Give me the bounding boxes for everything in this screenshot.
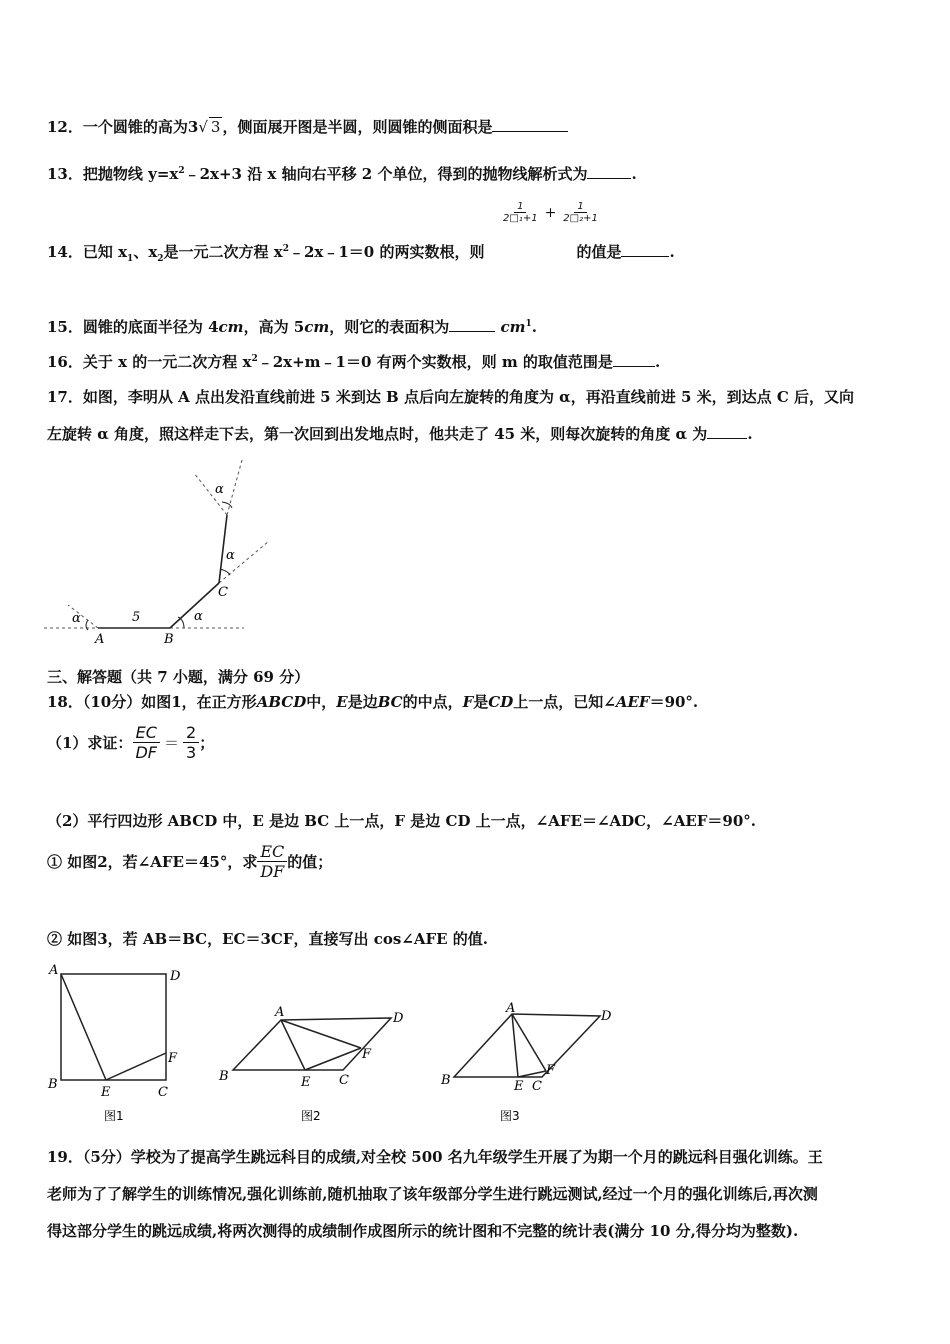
answer-blank — [621, 242, 669, 257]
question-18-header: 18．（10分）如图1，在正方形ABCD中，E是边BC的中点，F是CD上一点，已知∠AEF＝90°. — [47, 693, 699, 711]
question-19-line3: 得这部分学生的跳远成绩,将两次测得的成绩制作成图所示的统计图和不完整的统计表(满分 10 分,得分均为整数). — [47, 1222, 799, 1240]
sqrt-symbol: √ — [198, 118, 208, 136]
question-12: 12．一个圆锥的高为3√ 3 ，侧面展开图是半圆，则圆锥的侧面积是 — [47, 116, 568, 137]
alpha-label-c: α — [226, 548, 235, 563]
fig3-label-e: E — [514, 1079, 524, 1094]
fig2-label-b: B — [219, 1069, 229, 1084]
segment-length-label: 5 — [132, 610, 141, 625]
fig1-label-f: F — [168, 1051, 178, 1066]
question-18-part-2-2: ② 如图3，若 AB＝BC，EC＝3CF，直接写出 cos∠AFE 的值. — [47, 930, 489, 948]
question-18-part-2: （2）平行四边形 ABCD 中，E 是边 BC 上一点，F 是边 CD 上一点，∠AFE＝∠ADC，∠AEF＝90°. — [47, 812, 757, 830]
question-18-part-2-1: ① 如图2，若∠AFE＝45°，求 $\frac{EC}{DF}$ 的值； — [47, 842, 333, 881]
fraction-2: $\frac{1}{\text{2□₂+1}}$ — [563, 201, 598, 224]
question-17-line1: 17．如图，李明从 A 点出发沿直线前进 5 米到达 B 点后向左旋转的角度为 α，再沿直线前进 5 米，到达点 C 后，又向 — [47, 388, 854, 406]
answer-blank — [449, 317, 495, 332]
q17-walk-figure — [44, 455, 276, 650]
point-c-label: C — [218, 585, 228, 600]
alpha-label-a: α — [72, 611, 81, 626]
fig3-label-d: D — [601, 1009, 612, 1024]
fig2-label-f: F — [362, 1047, 372, 1062]
fig3-label-f: F — [546, 1063, 556, 1078]
fraction-ec-df: $\frac{EC}{DF}$ — [132, 723, 160, 762]
answer-blank — [613, 352, 655, 367]
question-17-line2: 左旋转 α 角度，照这样走下去，第一次回到出发地点时，他共走了 45 米，则每次旋转的角度 α 为 . — [47, 425, 753, 443]
point-b-label: B — [164, 632, 174, 647]
fig1-label-a: A — [49, 963, 59, 978]
question-13: 13．把抛物线 $y=x^2﹣2x+3$ 沿 x 轴向右平移 2 个单位，得到的抛物线解析式为 . — [47, 165, 637, 183]
fig1-label-b: B — [48, 1077, 58, 1092]
answer-blank — [492, 117, 568, 132]
question-16: 16．关于 x 的一元二次方程 $x^2﹣2x+m﹣1=0$ 有两个实数根，则 m 的取值范围是 . — [47, 353, 661, 371]
fig3-caption: 图3 — [500, 1109, 520, 1123]
figure-3-rhombus — [438, 1000, 628, 1125]
fig1-label-d: D — [170, 969, 181, 984]
fraction-1: $\frac{1}{\text{2□₁+1}}$ — [503, 201, 538, 224]
figure-2-parallelogram — [215, 1000, 415, 1125]
question-19-line2: 老师为了了解学生的训练情况,强化训练前,随机抽取了该年级部分学生进行跳远测试,经过一个月的强化训练后,再次测 — [47, 1185, 818, 1203]
fig3-label-c: C — [532, 1079, 542, 1094]
fraction-2-3: $\frac{2}{3}$ — [183, 723, 199, 762]
fig1-label-e: E — [101, 1085, 111, 1100]
question-19-line1: 19．（5分）学校为了提高学生跳远科目的成绩,对全校 500 名九年级学生开展了为期一个月的跳远科目强化训练。王 — [47, 1148, 823, 1166]
question-14: 14．已知 $x_1$、$x_2$是一元二次方程 $x^2﹣2x﹣1=0$ 的两实数根，则 的值是 . — [47, 243, 675, 264]
fraction-ec-df-2: $\frac{EC}{DF}$ — [257, 842, 287, 881]
fig3-label-b: B — [441, 1073, 451, 1088]
radicand: 3 — [210, 118, 221, 136]
section-3-heading: 三、解答题（共 7 小题，满分 69 分） — [47, 668, 310, 686]
fig2-label-c: C — [339, 1073, 349, 1088]
question-15: 15．圆锥的底面半径为 4cm，高为 5cm，则它的表面积为 $cm^1$. — [47, 318, 538, 336]
point-a-label: A — [95, 632, 105, 647]
fig2-label-a: A — [275, 1005, 285, 1020]
question-18-part-1: （1）求证： $\frac{EC}{DF}$ ＝ $\frac{2}{3}$ ； — [47, 723, 215, 762]
fig1-label-c: C — [158, 1085, 168, 1100]
fig1-caption: 图1 — [104, 1109, 124, 1123]
q14-expression: $\frac{1}{\text{2□₁+1}}$ + $\frac{1}{\text{2□₂+1}}$ — [500, 201, 601, 224]
figure-1-square — [44, 962, 194, 1127]
alpha-label-d: α — [215, 482, 224, 497]
fig3-label-a: A — [506, 1001, 516, 1016]
angle-arcs — [86, 502, 232, 630]
answer-blank — [587, 164, 631, 179]
walk-path — [98, 515, 227, 628]
dashed-extension-lines — [44, 460, 269, 628]
fig2-label-e: E — [301, 1075, 311, 1090]
fig2-caption: 图2 — [301, 1109, 321, 1123]
answer-blank — [707, 424, 747, 439]
alpha-label-b: α — [194, 609, 203, 624]
fig2-label-d: D — [393, 1011, 404, 1026]
